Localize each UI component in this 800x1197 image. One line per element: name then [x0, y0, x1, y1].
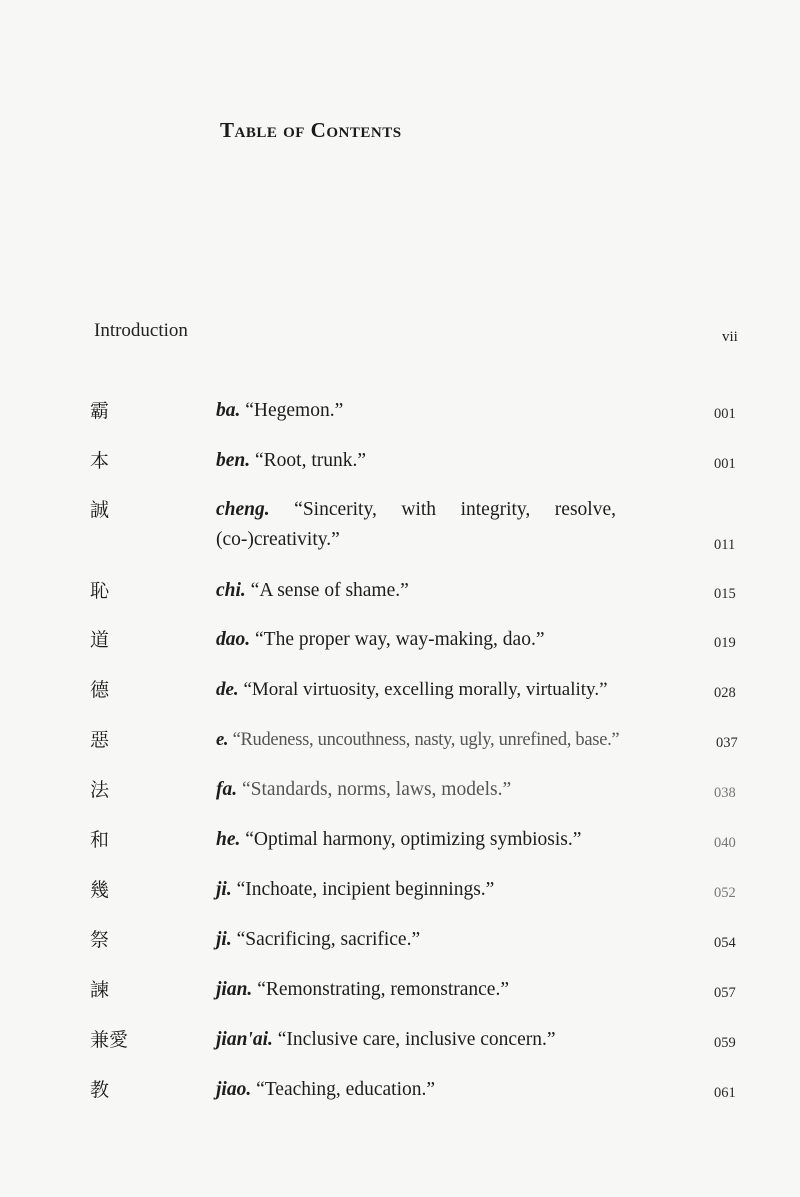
toc-entry-term: ji.	[216, 929, 232, 950]
toc-entry-text	[216, 775, 511, 805]
toc-entry-character: 誠	[90, 499, 110, 521]
toc-entry-text	[216, 446, 366, 476]
toc-entry-page: 038	[714, 785, 736, 801]
toc-entry-term: jian.	[216, 979, 253, 1000]
toc-entry-character: 和	[90, 829, 110, 851]
toc-entry-description: “Sacrificing, sacrifice.”	[231, 929, 421, 950]
toc-entry-description: “Inchoate, incipient beginnings.”	[231, 879, 495, 900]
toc-entry-character: 兼愛	[90, 1029, 129, 1051]
toc-entry-text	[216, 396, 343, 426]
toc-entry-description: “Sincerity, with integrity, resolve, (co-)creativity.”	[216, 499, 616, 550]
toc-entry-description: “A sense of shame.”	[245, 580, 409, 601]
toc-entry-page: 052	[714, 885, 736, 901]
toc-entry-character: 諫	[90, 979, 110, 1001]
toc-entry-text	[216, 875, 494, 905]
toc-entry-term: cheng.	[216, 499, 270, 520]
toc-entry-description: “Rudeness, uncouthness, nasty, ugly, unrefined, base.”	[228, 730, 620, 750]
toc-entry-description: “Hegemon.”	[240, 400, 344, 421]
toc-entry-description: “The proper way, way-making, dao.”	[250, 629, 545, 650]
toc-entry-text	[216, 925, 420, 955]
page-title: Table of Contents	[220, 118, 402, 142]
toc-entry-text	[216, 1025, 556, 1055]
toc-entry-term: fa.	[216, 779, 238, 800]
toc-entry-character: 教	[90, 1079, 110, 1101]
toc-entry-character: 恥	[90, 580, 110, 602]
toc-entry-text	[216, 675, 608, 705]
toc-entry-character: 幾	[90, 879, 110, 901]
toc-entry-term: chi.	[216, 580, 246, 601]
toc-entry-character: 本	[90, 450, 110, 472]
toc-entry-character: 法	[90, 779, 110, 801]
toc-entry-page: 061	[714, 1085, 736, 1101]
toc-entry-page: 057	[714, 985, 736, 1001]
toc-entry-page: 059	[714, 1035, 736, 1051]
toc-entry-term: dao.	[216, 629, 251, 650]
toc-entry-text	[216, 975, 509, 1005]
toc-entry-text	[216, 576, 409, 606]
toc-entry-description: “Teaching, education.”	[251, 1079, 436, 1100]
toc-entry-character: 惡	[90, 729, 110, 751]
toc-entry-text	[216, 625, 545, 655]
toc-entry-description: “Moral virtuosity, excelling morally, virtuality.”	[238, 679, 608, 700]
toc-entry-page: 028	[714, 685, 736, 701]
toc-entry-description: “Root, trunk.”	[250, 450, 367, 471]
toc-entry-page: 037	[716, 735, 738, 751]
toc-entry-page: 040	[714, 835, 736, 851]
toc-entry-description: “Optimal harmony, optimizing symbiosis.”	[240, 829, 582, 850]
toc-entry-term: e.	[216, 730, 229, 750]
toc-entry-page: 001	[714, 456, 736, 472]
toc-entry-description: “Standards, norms, laws, models.”	[237, 779, 512, 800]
toc-entry-description: “Remonstrating, remonstrance.”	[252, 979, 509, 1000]
toc-entry-term: ba.	[216, 400, 241, 421]
toc-entry-page: 011	[714, 537, 736, 553]
toc-entry-character: 德	[90, 679, 110, 701]
toc-introduction-page: vii	[722, 329, 738, 345]
toc-entry-term: he.	[216, 829, 241, 850]
toc-entry-page: 015	[714, 586, 736, 602]
toc-entry-description: “Inclusive care, inclusive concern.”	[272, 1029, 556, 1050]
toc-entry-text	[216, 725, 619, 755]
toc-introduction-label: Introduction	[94, 320, 188, 341]
toc-entry-page: 019	[714, 635, 736, 651]
toc-entry-term: de.	[216, 679, 239, 700]
toc-entry-text	[216, 1075, 435, 1105]
toc-entry-text	[216, 825, 581, 855]
toc-entry-page: 054	[714, 935, 736, 951]
toc-entry-page: 001	[714, 406, 736, 422]
toc-entry-character: 霸	[90, 400, 110, 422]
toc-entry-term: ben.	[216, 450, 251, 471]
toc-entry-term: jian'ai.	[216, 1029, 273, 1050]
toc-entry-character: 祭	[90, 929, 110, 951]
toc-entry-term: ji.	[216, 879, 232, 900]
toc-entry-character: 道	[90, 629, 110, 651]
toc-entry-text	[216, 495, 616, 555]
toc-entry-term: jiao.	[216, 1079, 252, 1100]
